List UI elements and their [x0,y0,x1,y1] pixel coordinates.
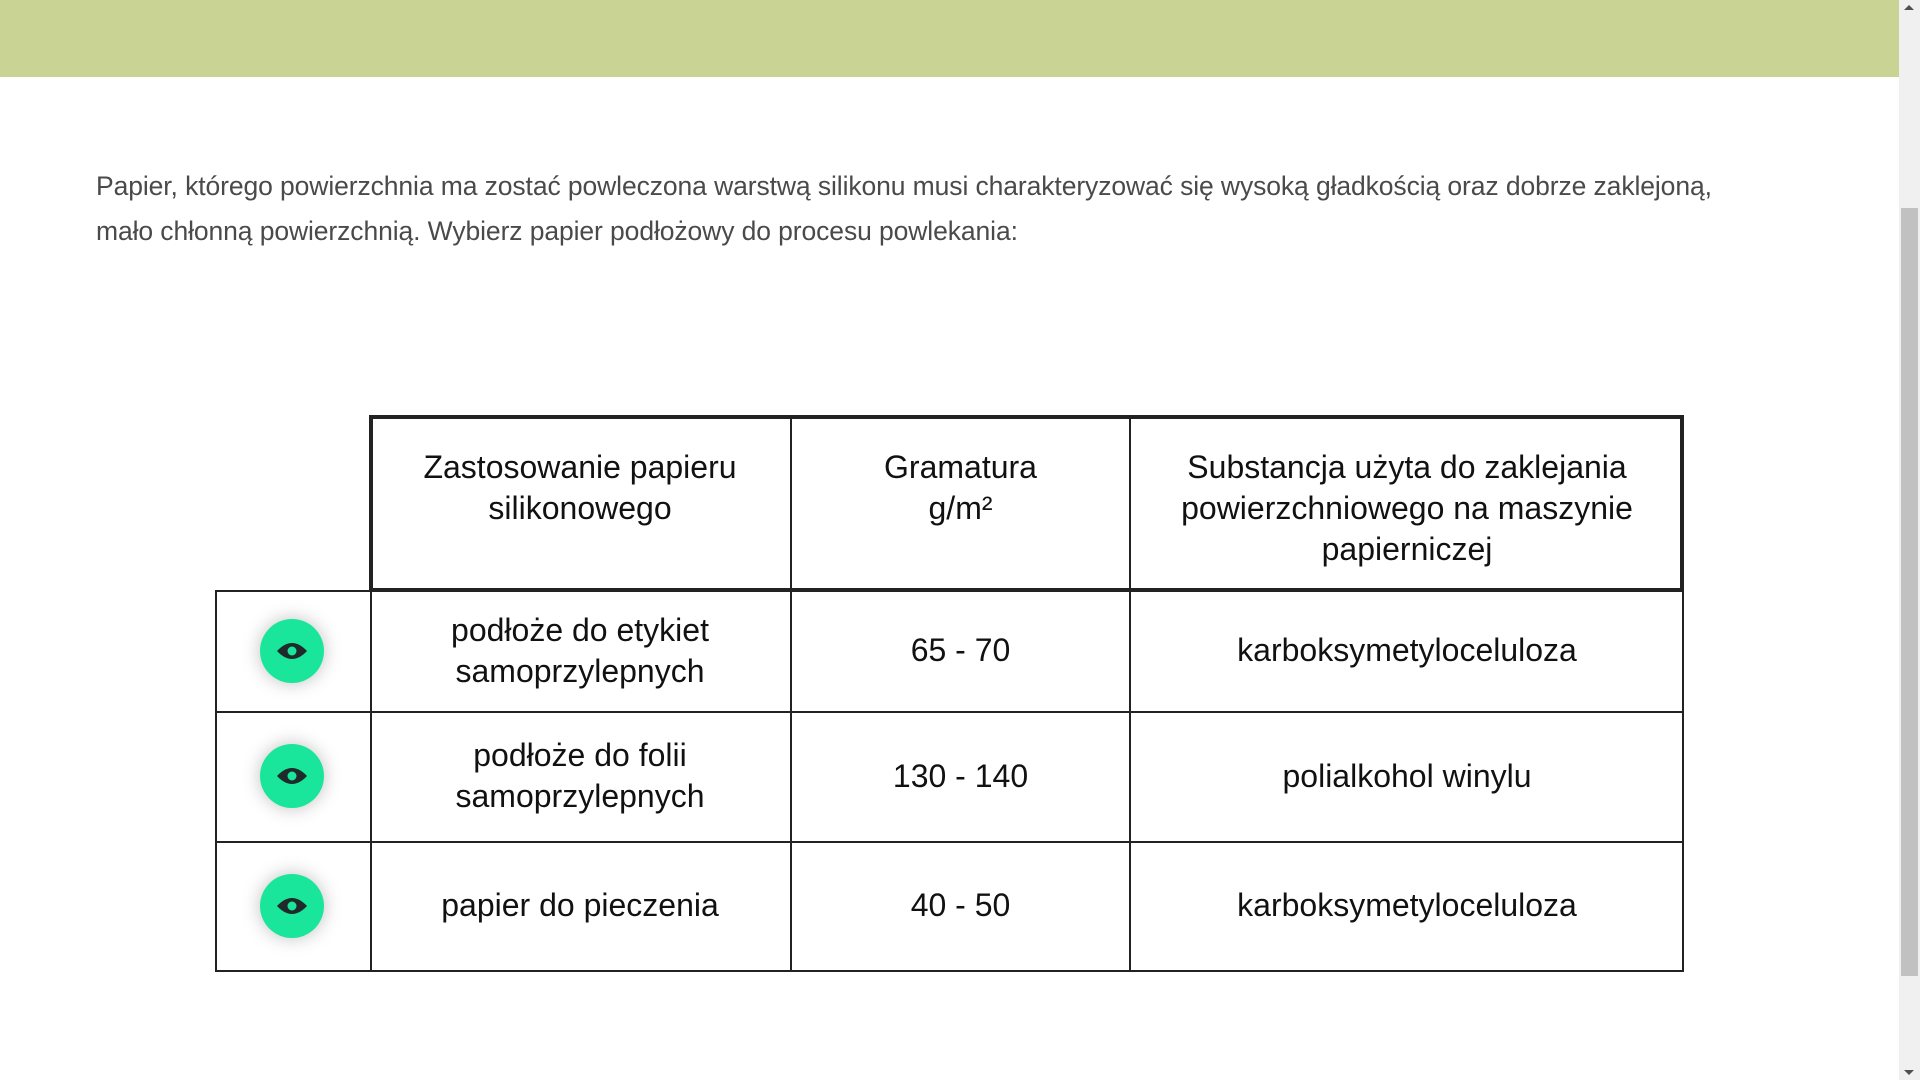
eye-icon [276,641,308,661]
table-border [215,970,1684,972]
scroll-thumb[interactable] [1901,208,1918,976]
table-row-2-grammage: 130 - 140 [892,757,1029,794]
scrollbar[interactable] [1899,0,1920,1080]
eye-icon [276,896,308,916]
header-grammage: Gramatura g/m² [884,449,1037,526]
table-row-3-action [215,841,369,970]
scroll-up-icon[interactable] [1904,5,1914,10]
header-bar [0,0,1899,77]
preview-button[interactable] [260,619,324,683]
table-row-1-substance: karboksymetyloceluloza [1237,632,1577,668]
table-row-1-use: podłoże do etykiet samoprzylepnych [451,611,709,689]
table-border [790,415,792,972]
table-border [215,590,369,592]
table-row-3-use: papier do pieczenia [441,887,719,923]
table-row-2-use: podłoże do folii samoprzylepnych [455,737,705,814]
eye-icon [276,766,308,786]
table-row-3-substance: karboksymetyloceluloza [1237,887,1577,923]
table-border [1682,590,1684,972]
table-border [370,590,372,972]
instruction-text: Papier, którego powierzchnia ma zostać powleczona warstwą silikonu musi charakteryzować się wysoką gładkością oraz dobrze zaklejoną, mało chłonną powierzchnią. Wybierz papier podłożowy do procesu powlekania: [96,171,1712,246]
table-row-2-substance: polialkohol winylu [1282,757,1532,794]
table-border [369,415,373,592]
table-border [215,711,1684,713]
table-border [369,588,1684,592]
table-row-2-action [215,711,369,841]
table-border [369,415,1684,419]
table-row-3-grammage: 40 - 50 [910,887,1011,923]
table-border [1680,415,1684,592]
table-border [215,590,217,972]
table-border [215,841,1684,843]
header-substance: Substancja użyta do zaklejania powierzchniowego na maszynie papierniczej [1181,449,1633,567]
table-row-1-grammage: 65 - 70 [910,632,1011,668]
header-use: Zastosowanie papieru silikonowego [423,449,737,526]
table-row-1-action [215,590,369,711]
scroll-down-icon[interactable] [1904,1070,1914,1075]
table-border [1129,415,1131,972]
preview-button[interactable] [260,744,324,808]
preview-button[interactable] [260,874,324,938]
